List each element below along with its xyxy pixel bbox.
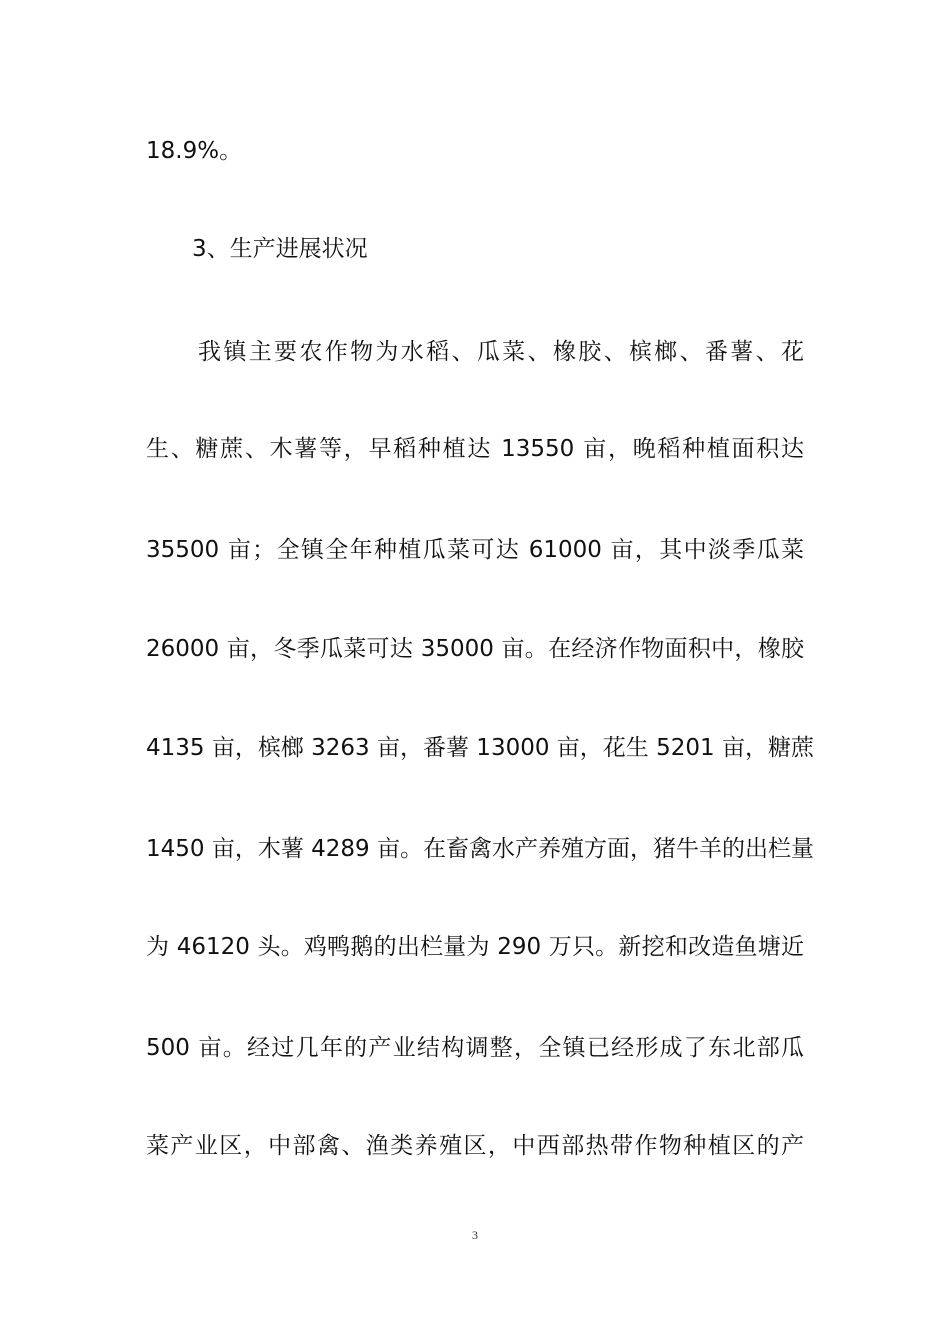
page-number: 3	[472, 1228, 478, 1242]
text-line: 我镇主要农作物为水稻、瓜菜、橡胶、槟榔、番薯、花	[198, 339, 804, 365]
text-line: 35500 亩；全镇全年种植瓜菜可达 61000 亩，其中淡季瓜菜	[146, 537, 804, 563]
text-line: 生、糖蔗、木薯等，早稻种植达 13550 亩，晚稻种植面积达	[146, 436, 804, 462]
text-line: 为 46120 头。鸡鸭鹅的出栏量为 290 万只。新挖和改造鱼塘近	[146, 934, 804, 960]
text-line: 26000 亩，冬季瓜菜可达 35000 亩。在经济作物面积中，橡胶	[146, 636, 804, 662]
section-heading: 3、生产进展状况	[192, 236, 368, 262]
text-line: 18.9%。	[146, 138, 243, 164]
text-line: 菜产业区，中部禽、渔类养殖区，中西部热带作物种植区的产	[146, 1133, 804, 1159]
text-line: 4135 亩，槟榔 3263 亩，番薯 13000 亩，花生 5201 亩，糖蔗	[146, 735, 814, 761]
text-line: 500 亩。经过几年的产业结构调整，全镇已经形成了东北部瓜	[146, 1035, 804, 1061]
text-line: 1450 亩，木薯 4289 亩。在畜禽水产养殖方面，猪牛羊的出栏量	[146, 836, 814, 862]
